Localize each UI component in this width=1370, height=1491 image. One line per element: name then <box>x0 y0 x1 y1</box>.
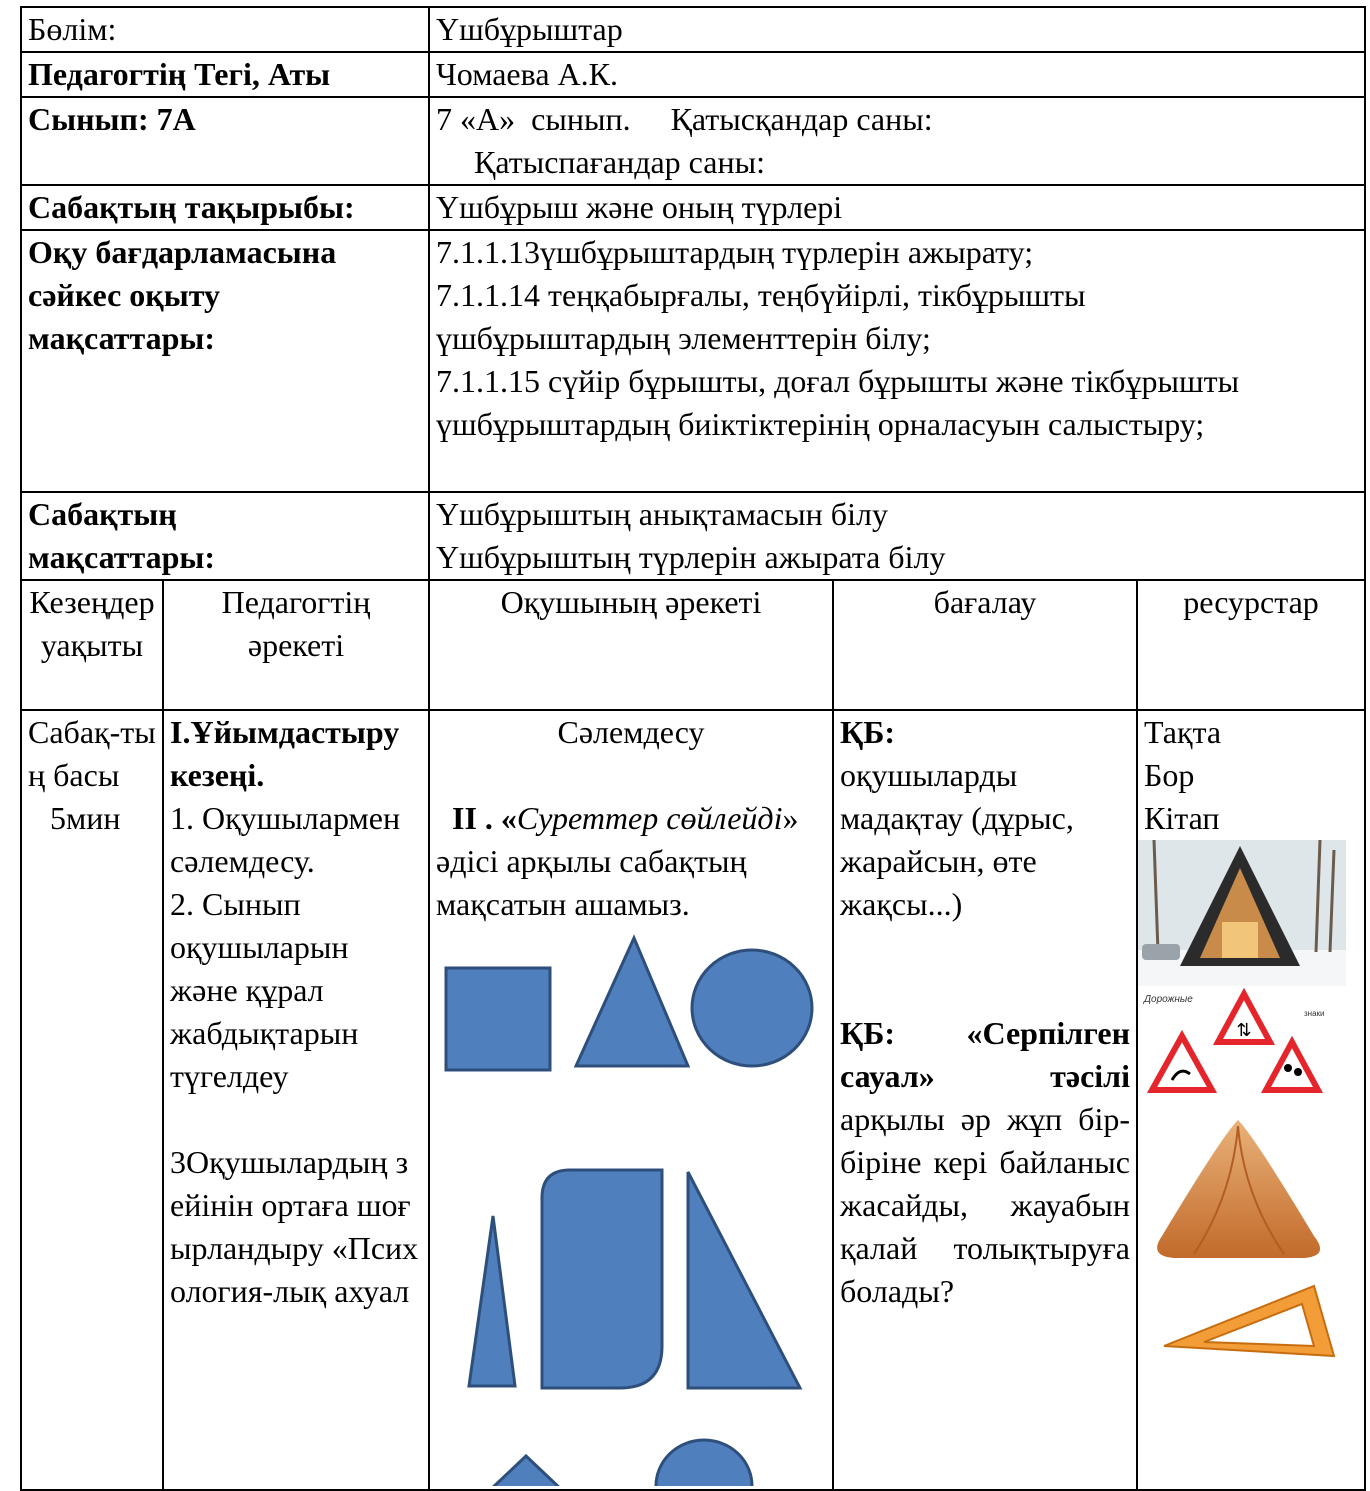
row-section <box>21 7 1365 52</box>
objectives-label: Оқу бағдарламасына сәйкес оқыту мақсаттары: <box>21 230 429 492</box>
assessment2-text <box>840 1012 1130 1313</box>
objective-item: 7.1.1.15 сүйір бұрышты, доғал бұрышты және тікбұрышты үшбұрыштардың биіктіктерінің орналасуын салыстыру; <box>436 363 1240 442</box>
assessment2-body: арқылы әр жұп бір-біріне кері байланыс жасайды, жауабын қалай толықтыруға болады? <box>840 1101 1130 1309</box>
set-square-image <box>1137 1276 1346 1366</box>
class-value-line1: 7 «А» сынып. Қатысқандар саны: <box>436 101 933 137</box>
goals-label: Сабақтың мақсаттары: <box>21 492 429 580</box>
resource-item: Кітап <box>1144 800 1220 836</box>
objectives-list <box>429 230 1365 492</box>
header-resources: ресурстар <box>1137 580 1365 710</box>
teacher-value: Чомаева А.К. <box>429 52 1365 97</box>
sign-caption-left: Дорожные <box>1144 994 1193 1005</box>
stage-label: Сабақ-тың басы <box>28 714 156 793</box>
sign-caption-right: знаки <box>1304 1009 1325 1018</box>
row-teacher <box>21 52 1365 97</box>
method-number: ІІ . « <box>452 800 517 836</box>
student-action-cell <box>429 710 833 1490</box>
road-signs-image <box>1137 986 1346 1106</box>
teacher-action-cell <box>163 710 429 1490</box>
row-objectives <box>21 230 1365 492</box>
section-value: Үшбұрыштар <box>429 7 1365 52</box>
shapes-svg <box>436 926 828 1486</box>
class-label: Сынып: 7А <box>21 97 429 185</box>
header-assessment: бағалау <box>833 580 1137 710</box>
triangle-shape <box>576 938 688 1066</box>
header-teacher-action: Педагогтің әрекеті <box>163 580 429 710</box>
teacher-label: Педагогтің Тегі, Аты <box>21 52 429 97</box>
goal-item: Үшбұрыштың анықтамасын білу <box>436 496 888 532</box>
class-value-line2: Қатыспағандар саны: <box>474 144 765 180</box>
square-shape <box>446 968 550 1070</box>
assessment1-text: оқушыларды мадақтау (дұрыс, жарайсын, өте жақсы...) <box>840 757 1074 922</box>
stage-cell <box>21 710 163 1490</box>
row-class <box>21 97 1365 185</box>
section-label: Бөлім: <box>21 7 429 52</box>
resources-cell <box>1137 710 1365 1490</box>
goal-item: Үшбұрыштың түрлерін ажырата білу <box>436 539 946 575</box>
assessment2-title: ҚБ: «Серпілген сауал» тәсілі <box>840 1015 1130 1094</box>
assessment1-title: ҚБ: <box>840 714 896 750</box>
header-student-action: Оқушының әрекеті <box>429 580 833 710</box>
teacher-item: 1. Оқушылармен сәлемдесу. <box>170 800 401 879</box>
assessment-cell <box>833 710 1137 1490</box>
rhombus-shape <box>452 1456 600 1486</box>
rounded-square-shape <box>542 1170 662 1388</box>
header-row <box>21 580 1365 710</box>
svg-text:⇅: ⇅ <box>1236 1020 1252 1041</box>
row-goals <box>21 492 1365 580</box>
method-name: Суреттер сөйлейді <box>516 800 783 836</box>
a-frame-house-image <box>1137 840 1346 986</box>
student-greeting: Сәлемдесу <box>557 714 705 750</box>
lesson-row <box>21 710 1365 1490</box>
header-stages: Кезеңдер уақыты <box>21 580 163 710</box>
small-circle-shape <box>656 1440 752 1486</box>
teacher-stage-title: І.Ұйымдастыру кезеңі. <box>170 714 400 793</box>
class-value <box>429 97 1365 185</box>
topic-label: Сабақтың тақырыбы: <box>21 185 429 230</box>
teacher-item: 2. Сынып оқушыларын және құрал жабдықтарын түгелдеу <box>170 886 359 1094</box>
method-description: » әдісі арқылы сабақтың мақсатын ашамыз. <box>436 800 799 922</box>
row-topic <box>21 185 1365 230</box>
samsa-image <box>1137 1106 1346 1276</box>
circle-shape <box>692 950 812 1066</box>
lesson-plan-table <box>20 6 1366 1491</box>
topic-value: Үшбұрыш және оның түрлері <box>429 185 1365 230</box>
resource-item: Тақта <box>1144 714 1222 750</box>
teacher-item: 3Оқушылардың зейінін ортаға шоғырландыру «Психология-лық ахуал <box>170 1144 419 1309</box>
right-triangle-shape <box>688 1172 800 1388</box>
goals-list <box>429 492 1365 580</box>
acute-triangle-shape <box>469 1216 515 1386</box>
student-method <box>436 797 826 926</box>
objective-item: 7.1.1.14 теңқабырғалы, теңбүйірлі, тікбұрышты үшбұрыштардың элементтерін білу; <box>436 277 1086 356</box>
shapes-figure <box>436 926 826 1486</box>
objective-item: 7.1.1.13үшбұрыштардың түрлерін ажырату; <box>436 234 1034 270</box>
stage-time: 5мин <box>50 800 121 836</box>
resource-item: Бор <box>1144 757 1195 793</box>
